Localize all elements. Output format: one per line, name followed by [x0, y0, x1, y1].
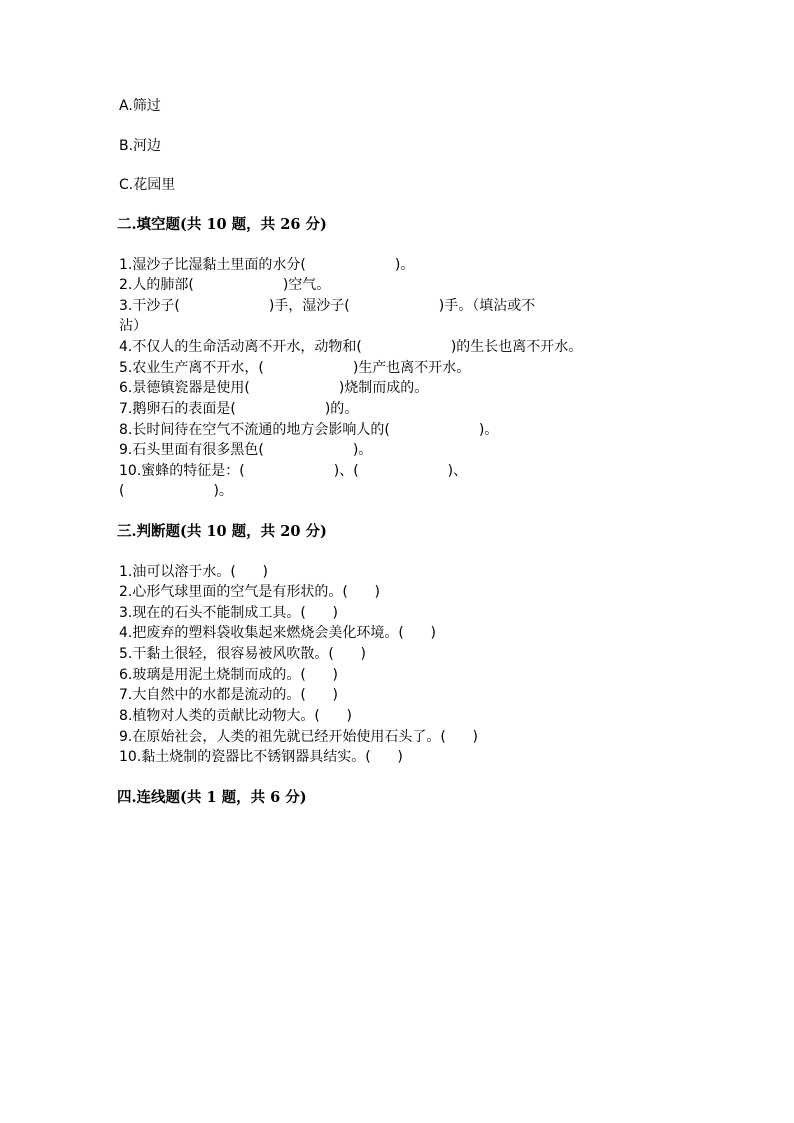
judge-question: 8.植物对人类的贡献比动物大。( ) — [119, 708, 352, 724]
section-title-fill: 二.填空题(共 10 题，共 26 分) — [117, 216, 327, 233]
fill-question: 3.干沙子( )手，湿沙子( )手。（填沾或不 — [119, 298, 536, 314]
section-title-judge: 三.判断题(共 10 题，共 20 分) — [117, 523, 327, 540]
fill-question: 7.鹅卵石的表面是( )的。 — [119, 401, 359, 417]
fill-question: 4.不仅人的生命活动离不开水，动物和( )的生长也离不开水。 — [119, 339, 583, 355]
judge-question: 1.油可以溶于水。( ) — [119, 564, 268, 580]
fill-question: 2.人的肺部( )空气。 — [119, 277, 331, 293]
option-c: C.花园里 — [119, 177, 176, 193]
option-a: A.筛过 — [119, 98, 161, 114]
judge-question: 4.把废弃的塑料袋收集起来燃烧会美化环境。( ) — [119, 625, 436, 641]
judge-question: 9.在原始社会，人类的祖先就已经开始使用石头了。( ) — [119, 729, 478, 745]
fill-question-continued: 沾） — [119, 318, 147, 334]
fill-question: 9.石头里面有很多黑色( )。 — [119, 442, 373, 458]
judge-question: 10.黏土烧制的瓷器比不锈钢器具结实。( ) — [119, 749, 403, 765]
section-title-match: 四.连线题(共 1 题，共 6 分) — [117, 789, 307, 806]
option-b: B.河边 — [119, 138, 162, 154]
judge-question: 3.现在的石头不能制成工具。( ) — [119, 605, 338, 621]
judge-question: 7.大自然中的水都是流动的。( ) — [119, 687, 338, 703]
judge-question: 5.干黏土很轻，很容易被风吹散。( ) — [119, 646, 366, 662]
fill-question: 5.农业生产离不开水，( )生产也离不开水。 — [119, 360, 471, 376]
fill-question: 1.湿沙子比湿黏土里面的水分( )。 — [119, 257, 415, 273]
fill-question: 8.长时间待在空气不流通的地方会影响人的( )。 — [119, 422, 499, 438]
fill-question: 10.蜜蜂的特征是：( )、( )、 — [119, 463, 468, 479]
judge-question: 2.心形气球里面的空气是有形状的。( ) — [119, 584, 380, 600]
fill-question: 6.景德镇瓷器是使用( )烧制而成的。 — [119, 380, 429, 396]
judge-question: 6.玻璃是用泥土烧制而成的。( ) — [119, 667, 338, 683]
fill-question-continued: ( )。 — [119, 483, 233, 499]
